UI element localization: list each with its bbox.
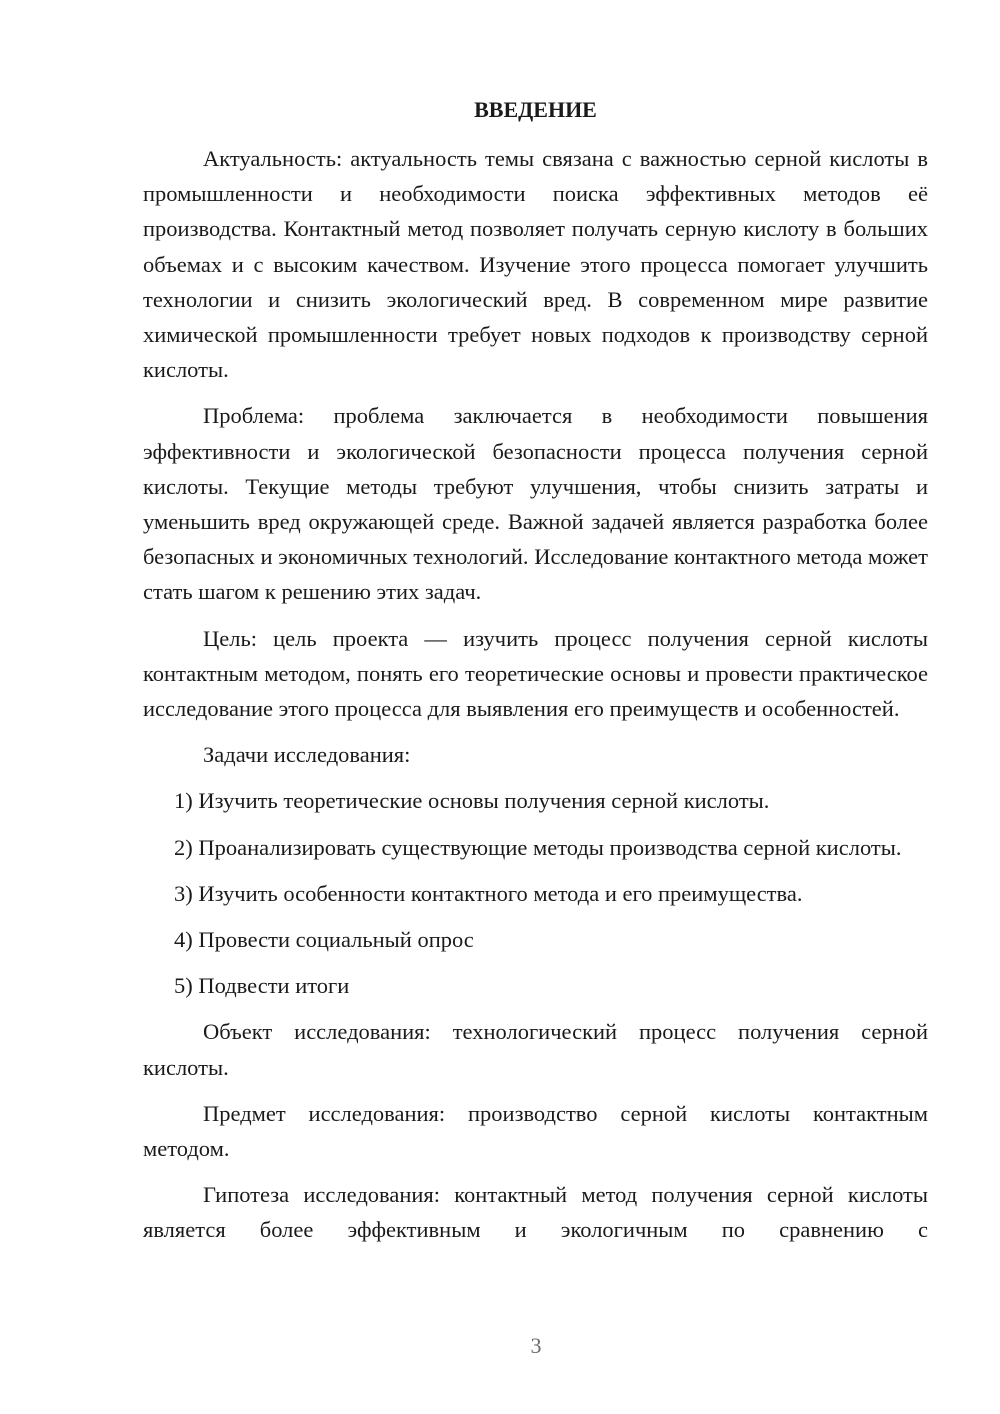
object-paragraph: Объект исследования: технологический процесс получения серной кислоты.: [143, 1019, 928, 1080]
goal-paragraph: Цель: цель проекта — изучить процесс получения серной кислоты контактным методом, понять его теоретические основы и провести практическое исследование этого процесса для выявления его преимуществ и особенностей.: [143, 625, 928, 722]
task-item-2: 2) Проанализировать существующие методы производства серной кислоты.: [174, 834, 902, 860]
page-number: 3: [530, 1333, 542, 1358]
section-title: ВВЕДЕНИЕ: [474, 97, 597, 122]
hypothesis-paragraph: Гипотеза исследования: контактный метод получения серной кислоты является более эффективным и экологичным по сравнению с: [143, 1182, 928, 1243]
subject-paragraph: Предмет исследования: производство серной кислоты контактным методом.: [143, 1100, 928, 1162]
task-item-1: 1) Изучить теоретические основы получения серной кислоты.: [174, 788, 770, 814]
tasks-heading: Задачи исследования:: [203, 742, 411, 768]
task-item-4: 4) Провести социальный опрос: [174, 927, 474, 953]
document-page: [143, 92, 928, 1259]
relevance-paragraph: Актуальность: актуальность темы связана с важностью серной кислоты в промышленности и необходимости поиска эффективных методов её производства. Контактный метод позволяет получать серную кислоту в больших объемах и с высоким качеством. Изучение этого процесса помогает улучшить технологии и снизить экологический вред. В современном мире развитие химической промышленности требует новых подходов к производству серной кислоты.: [143, 146, 928, 383]
task-item-5: 5) Подвести итоги: [174, 973, 350, 999]
task-item-3: 3) Изучить особенности контактного метода и его преимущества.: [174, 880, 803, 906]
problem-paragraph: Проблема: проблема заключается в необходимости повышения эффективности и экологической безопасности процесса получения серной кислоты. Текущие методы требуют улучшения, чтобы снизить затраты и уменьшить вред окружающей среде. Важной задачей является разработка более безопасных и экономичных технологий. Исследование контактного метода может стать шагом к решению этих задач.: [143, 403, 928, 605]
